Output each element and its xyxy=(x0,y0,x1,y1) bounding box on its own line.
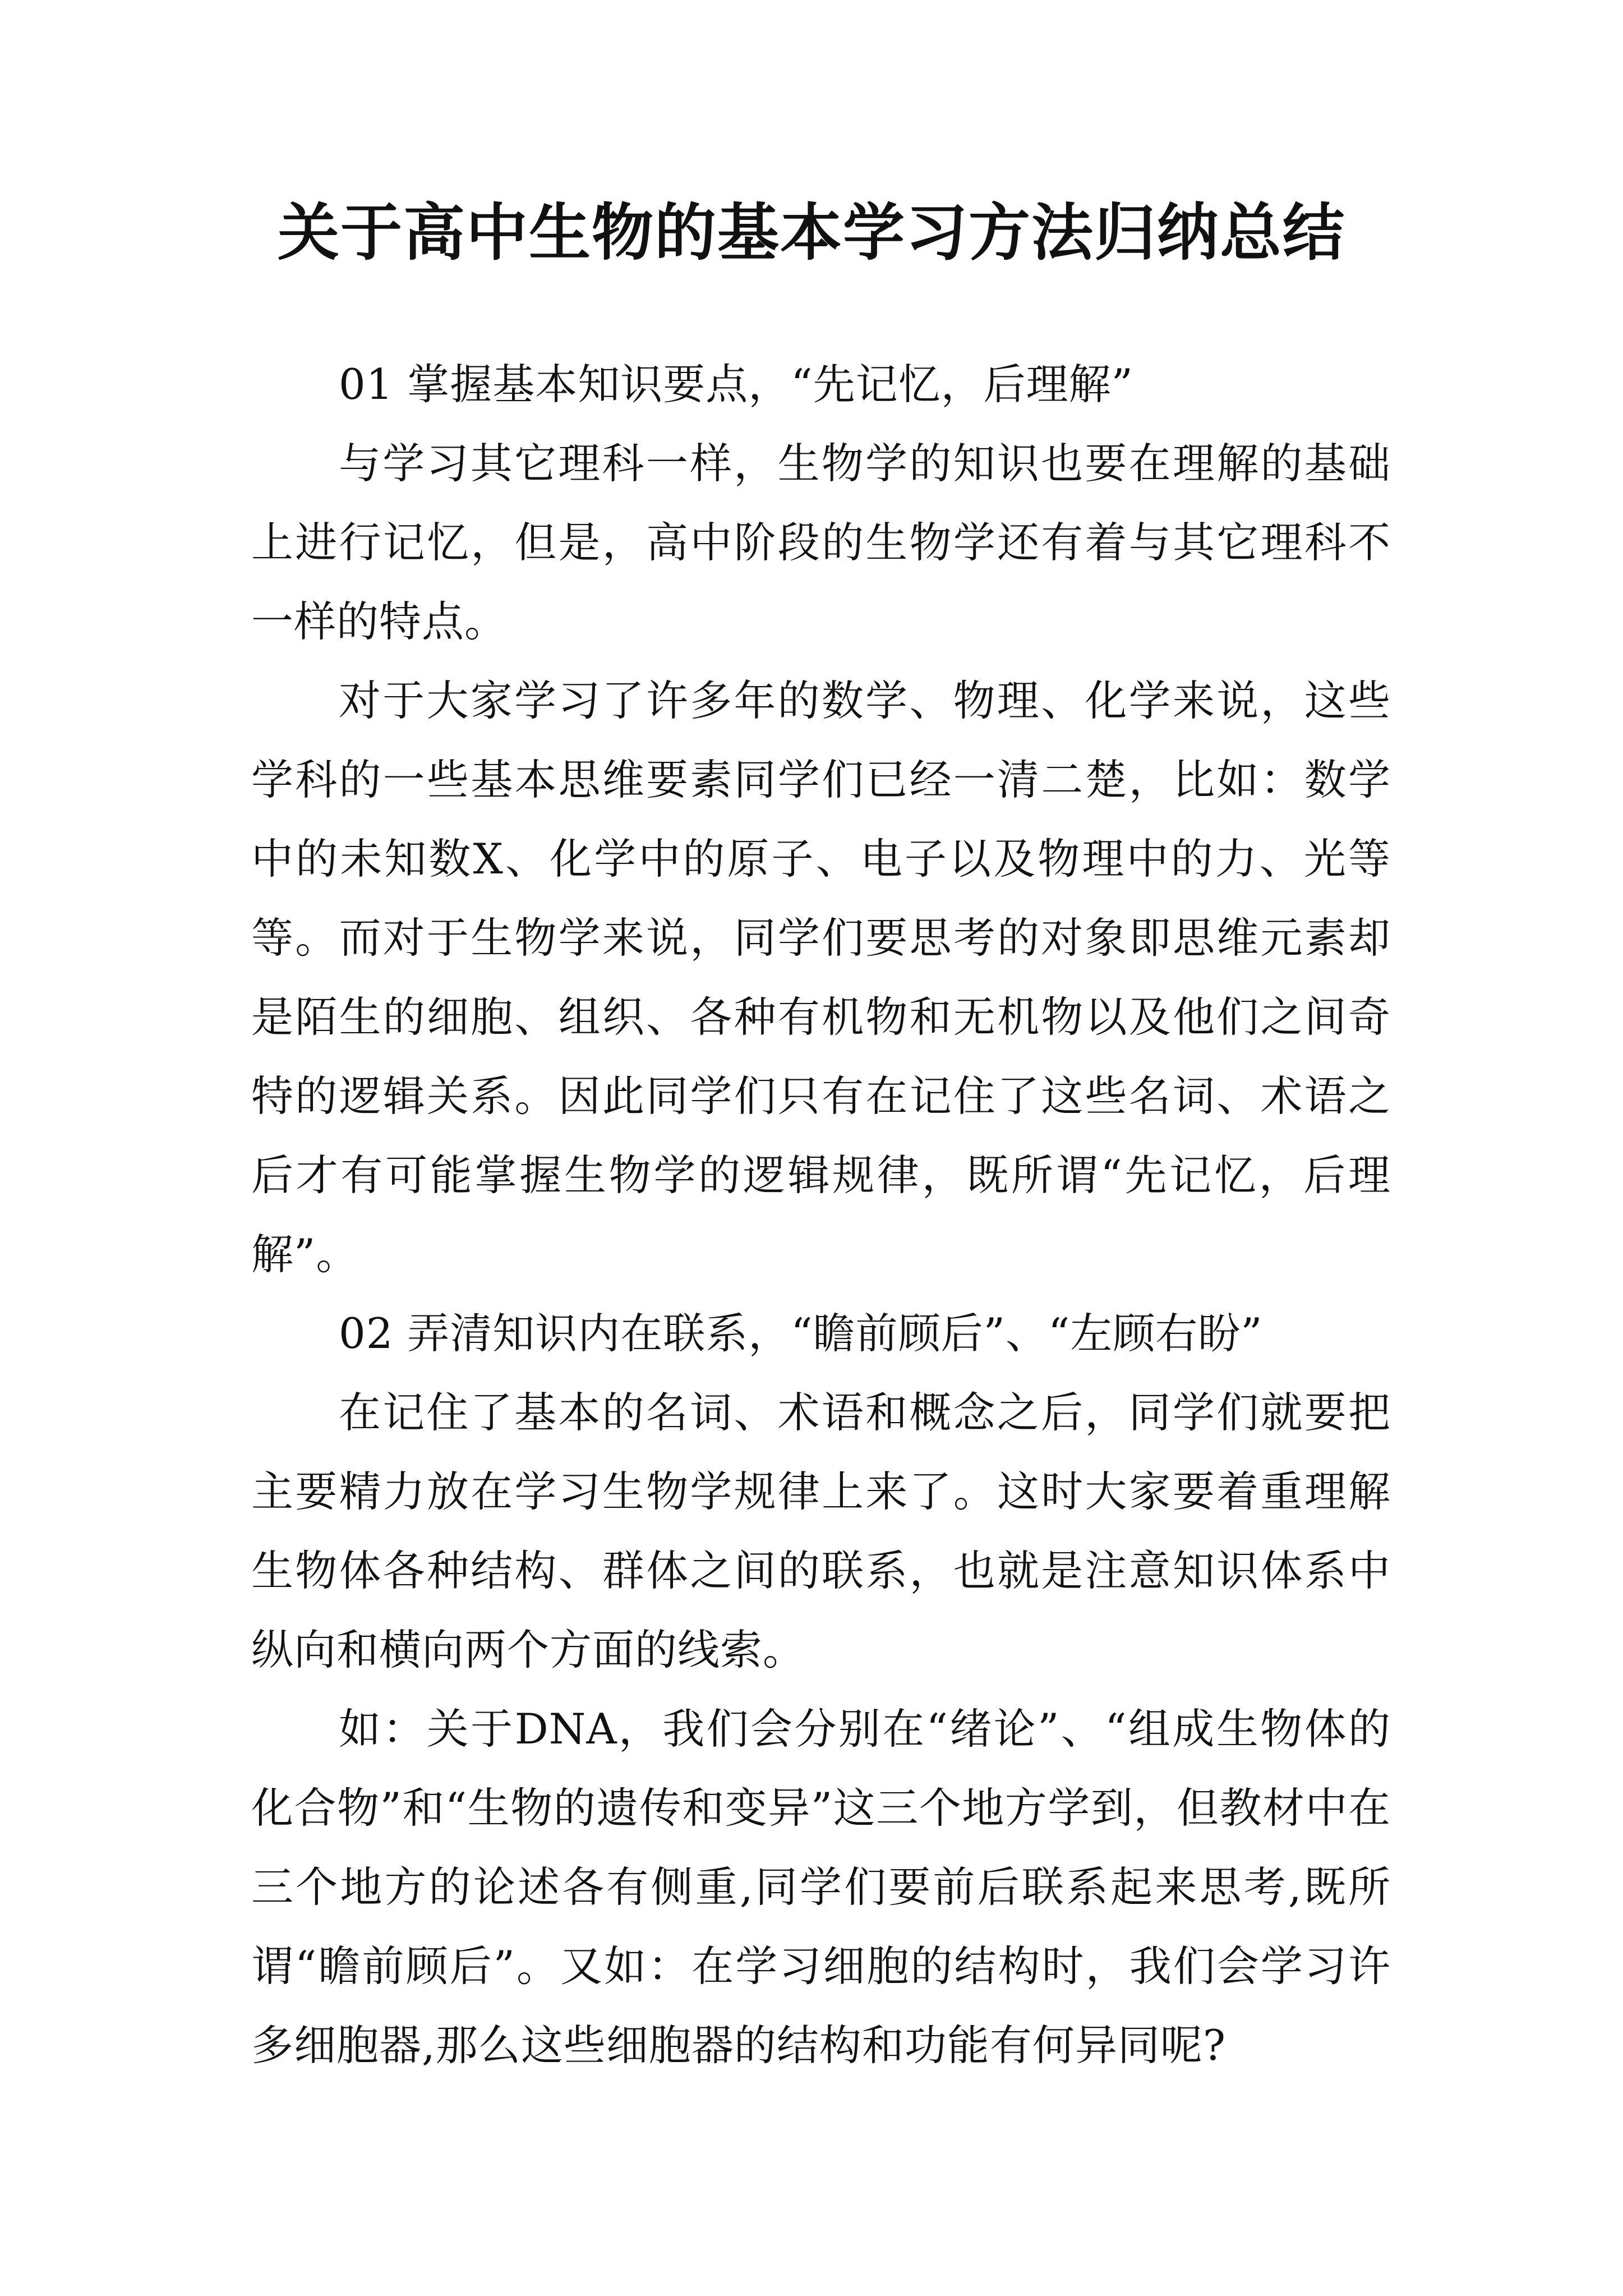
document-body xyxy=(251,345,1391,2085)
body-paragraph: 如：关于DNA，我们会分别在“绪论”、“组成生物体的化合物”和“生物的遗传和变异”这三个地方学到，但教材中在三个地方的论述各有侧重,同学们要前后联系起来思考,既所谓“瞻前顾后”。又如：在学习细胞的结构时，我们会学习许多细胞器,那么这些细胞器的结构和功能有何异同呢? xyxy=(251,1704,1391,2070)
body-paragraph: 与学习其它理科一样，生物学的知识也要在理解的基础上进行记忆，但是，高中阶段的生物学还有着与其它理科不一样的特点。 xyxy=(251,439,1391,646)
body-paragraph: 在记住了基本的名词、术语和概念之后，同学们就要把主要精力放在学习生物学规律上来了。这时大家要着重理解生物体各种结构、群体之间的联系，也就是注意知识体系中纵向和横向两个方面的线索。 xyxy=(251,1388,1391,1674)
section-heading-01: 01 掌握基本知识要点，“先记忆，后理解” xyxy=(339,360,1133,409)
document-title: 关于高中生物的基本学习方法归纳总结 xyxy=(278,197,1345,269)
section-heading-02: 02 弄清知识内在联系，“瞻前顾后”、“左顾右盼” xyxy=(339,1309,1263,1358)
body-paragraph: 对于大家学习了许多年的数学、物理、化学来说，这些学科的一些基本思维要素同学们已经一清二楚，比如：数学中的未知数X、化学中的原子、电子以及物理中的力、光等等。而对于生物学来说，同学们要思考的对象即思维元素却是陌生的细胞、组织、各种有机物和无机物以及他们之间奇特的逻辑关系。因此同学们只有在记住了这些名词、术语之后才有可能掌握生物学的逻辑规律，既所谓“先记忆，后理解”。 xyxy=(251,676,1391,1279)
